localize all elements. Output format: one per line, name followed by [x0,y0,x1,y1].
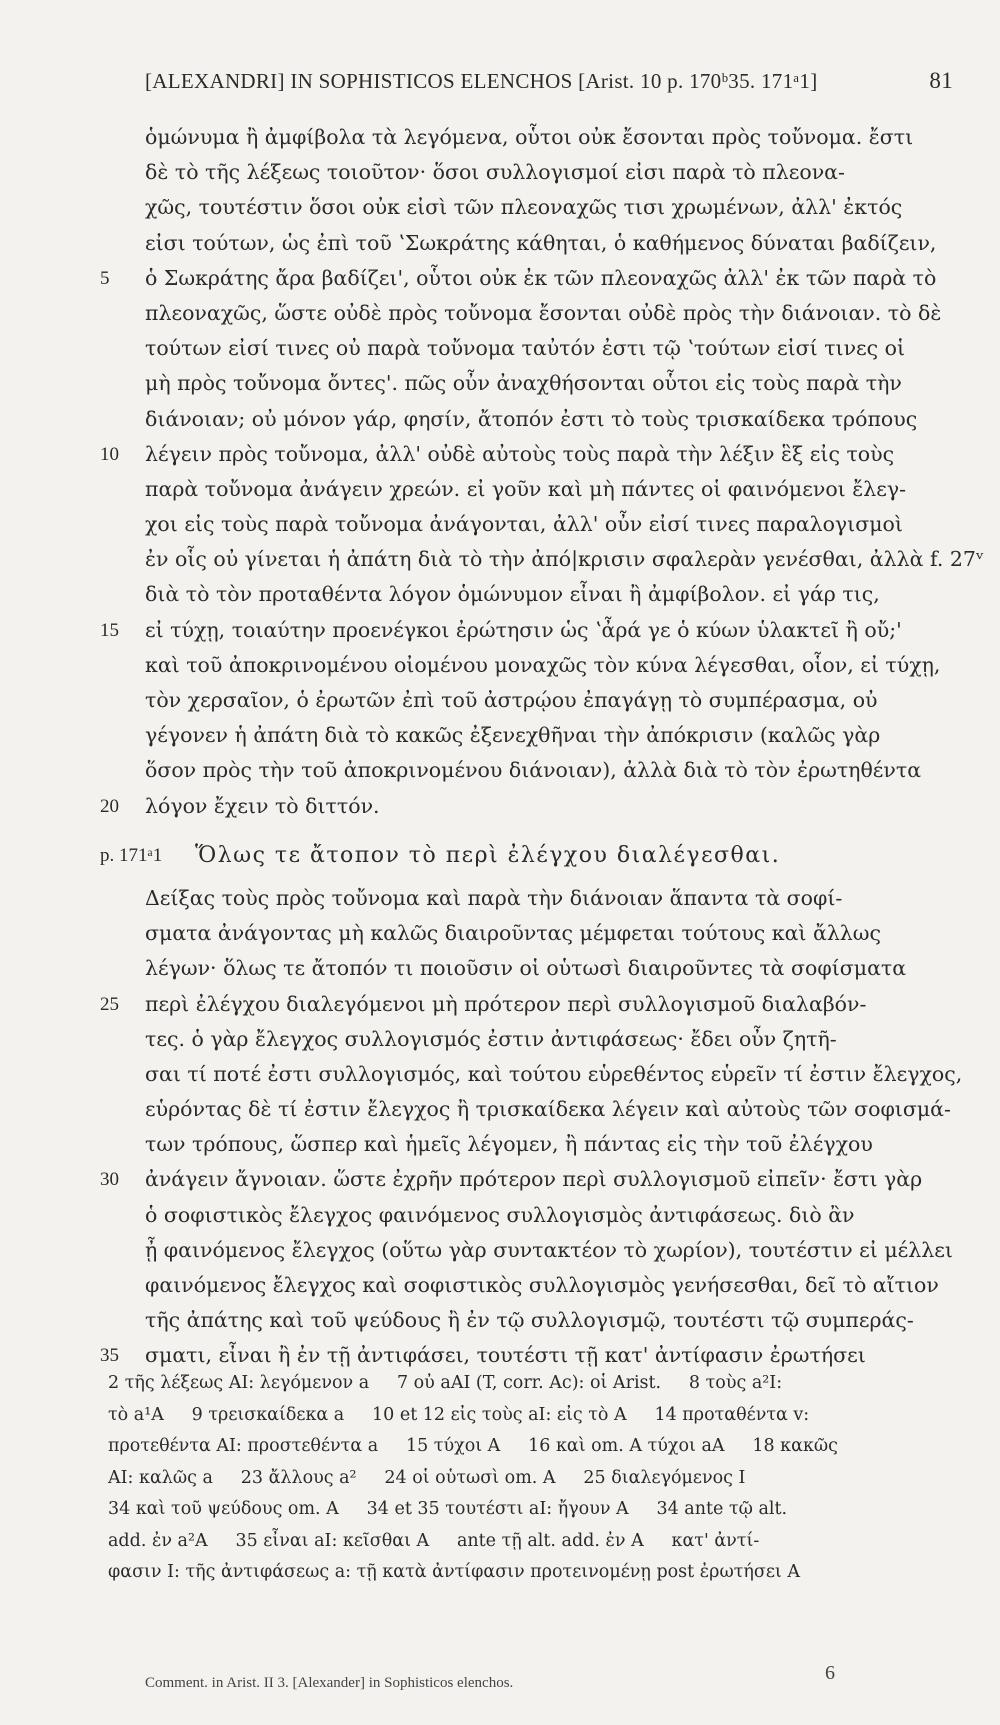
line-text: περὶ ἐλέγχου διαλεγόμενοι μὴ πρότερον περὶ συλλογισμοῦ διαλαβόν- [145,991,867,1016]
text-line [100,951,960,986]
text-line [100,1057,963,1092]
text-line [100,331,960,366]
lemma-text: Ὅλως τε ἄτοπον τὸ περὶ ἐλέγχου διαλέγεσθαι. [195,842,781,868]
line-text: φαινόμενος ἔλεγχος καὶ σοφιστικὸς συλλογισμὸς γενήσεσθαι, δεῖ τὸ αἴτιον [145,1273,939,1297]
apparatus-line: 34 καὶ τοῦ ψεύδους om. A 34 et 35 τουτέστι aI: ἤγουν A 34 ante τῷ alt. [108,1499,788,1519]
text-line [100,472,960,507]
text-block-1 [100,120,984,824]
line-number: 15 [100,619,119,641]
text-line [100,261,960,296]
apparatus-line: add. ἐν a²A 35 εἶναι aI: κεῖσθαι A ante τῇ alt. add. ἐν A κατ' ἀντί- [108,1530,760,1551]
line-text: λόγον ἔχειν τὸ διττόν. [145,793,380,818]
line-text: καὶ τοῦ ἀποκρινομένου οἰομένου μοναχῶς τὸν κύνα λέγεσθαι, οἷον, εἰ τύχῃ, [145,652,941,677]
text-line [100,613,960,648]
line-text: μὴ πρὸς τοὔνομα ὄντες'. πῶς οὖν ἀναχθήσονται οὗτοι εἰς τοὺς παρὰ τὴν [145,371,902,396]
line-text: ὁμώνυμα ἢ ἀμφίβολα τὰ λεγόμενα, οὗτοι οὐκ ἔσονται πρὸς τοὔνομα. ἔστι [145,125,914,149]
line-text: τῆς ἀπάτης καὶ τοῦ ψεύδους ἢ ἐν τῷ συλλογισμῷ, τουτέστι τῷ συμπεράς- [145,1308,914,1333]
line-text: χοι εἰς τοὺς παρὰ τοὔνομα ἀνάγονται, ἀλλ' οὖν εἰσί τινες παραλογισμοὶ [145,512,903,537]
line-text: τὸν χερσαῖον, ὁ ἐρωτῶν ἐπὶ τοῦ ἀστρῴου ἐπαγάγῃ τὸ συμπέρασμα, οὐ [145,688,878,712]
line-text: τούτων εἰσί τινες οὐ παρὰ τοὔνομα ταὐτόν ἐστι τῷ ʽτούτων εἰσί τινες οἱ [145,336,906,361]
text-line [100,437,960,472]
line-text: σματα ἀνάγοντας μὴ καλῶς διαιροῦντας μέμφεται τούτους καὶ ἄλλως [145,921,881,946]
text-line [100,507,960,542]
text-line [100,916,960,951]
lemma-reference: p. 171ᵃ1 [100,844,163,866]
line-text: ὅσον πρὸς τὴν τοῦ ἀποκρινομένου διάνοιαν), ἀλλὰ διὰ τὸ τὸν ἐρωτηθέντα [145,758,922,783]
line-text: πλεοναχῶς, ὥστε οὐδὲ πρὸς τοὔνομα ἔσονται οὐδὲ πρὸς τὴν διάνοιαν. τὸ δὲ [145,300,942,325]
line-text: διὰ τὸ τὸν προταθέντα λόγον ὁμώνυμον εἶναι ἢ ἀμφίβολον. εἰ γάρ τις, [145,582,880,607]
text-line [100,296,960,331]
line-text: τες. ὁ γὰρ ἔλεγχος συλλογισμός ἐστιν ἀντιφάσεως· ἔδει οὖν ζητῆ- [145,1026,837,1051]
line-text: σαι τί ποτέ ἐστι συλλογισμός, καὶ τούτου εὑρεθέντος εὑρεῖν τί ἐστιν ἔλεγχος, [145,1061,963,1086]
text-line [100,753,960,788]
text-line [100,683,960,718]
text-line [100,1303,960,1338]
line-text: παρὰ τοὔνομα ἀνάγειν χρεών. εἰ γοῦν καὶ μὴ πάντες οἱ φαινόμενοι ἔλεγ- [145,476,907,501]
line-text: λέγων· ὅλως τε ἄτοπόν τι ποιοῦσιν οἱ οὑτωσὶ διαιροῦντες τὰ σοφίσματα [145,956,907,981]
apparatus-line: τὸ a¹A 9 τρεισκαίδεκα a 10 et 12 εἰς τοὺς aI: εἰς τὸ A 14 προταθέντα v: [108,1404,810,1425]
line-text: ἀνάγειν ἄγνοιαν. ὥστε ἐχρῆν πρότερον περὶ συλλογισμοῦ εἰπεῖν· ἔστι γὰρ [145,1167,923,1192]
apparatus-line: 2 τῆς λέξεως AI: λεγόμενον a 7 οὐ aAI (T, corr. Ac): οἱ Arist. 8 τοὺς a²I: [108,1373,783,1393]
line-text: ᾖ φαινόμενος ἔλεγχος (οὕτω γὰρ συντακτέον τὸ χωρίον), τουτέστιν εἰ μέλλει [145,1237,953,1262]
line-text: Δείξας τοὺς πρὸς τοὔνομα καὶ παρὰ τὴν διάνοιαν ἅπαντα τὰ σοφί- [145,885,843,910]
running-title: [ALEXANDRI] IN SOPHISTICOS ELENCHOS [Arist. 10 p. 170ᵇ35. 171ᵃ1] [145,69,818,93]
text-line [100,120,960,155]
running-header [145,68,953,94]
text-line [100,1268,960,1303]
page-number: 81 [929,68,953,93]
line-text: διάνοιαν; οὐ μόνον γάρ, φησίν, ἄτοπόν ἐστι τὸ τοὺς τρισκαίδεκα τρόπους [145,406,918,431]
text-line [100,987,960,1022]
line-number: 10 [100,443,119,465]
apparatus-line: AI: καλῶς a 23 ἄλλους a² 24 οἱ οὑτωσὶ om. A 25 διαλεγόμενος I [108,1467,746,1488]
line-text: των τρόπους, ὥσπερ καὶ ἡμεῖς λέγομεν, ἢ πάντας εἰς τὴν τοῦ ἐλέγχου [145,1132,873,1157]
text-line [100,1198,960,1233]
page-footer [145,1662,835,1693]
line-text: χῶς, τουτέστιν ὅσοι οὐκ εἰσὶ τῶν πλεοναχῶς τισι χρωμένων, ἀλλ' ἐκτός [145,195,903,220]
line-text: γέγονεν ἡ ἀπάτη διὰ τὸ κακῶς ἐξενεχθῆναι τὴν ἀπόκρισιν (καλῶς γὰρ [145,723,881,748]
line-text: λέγειν πρὸς τοὔνομα, ἀλλ' οὐδὲ αὐτοὺς τοὺς παρὰ τὴν λέξιν ἓξ εἰς τοὺς [145,441,895,466]
text-line [100,402,960,437]
line-number: 25 [100,993,119,1015]
text-line [100,155,960,190]
text-line [100,648,960,683]
text-line [100,1162,960,1197]
line-number: 20 [100,795,119,817]
text-line [100,1092,960,1127]
lemma-heading [100,838,960,873]
apparatus-line: προτεθέντα AI: προστεθέντα a 15 τύχοι A 16 καὶ om. A τύχοι aA 18 κακῶς [108,1436,838,1456]
line-number: 5 [100,267,110,289]
line-text: ὁ Σωκράτης ἄρα βαδίζει', οὗτοι οὐκ ἐκ τῶν πλεοναχῶς ἀλλ' ἐκ τῶν παρὰ τὸ [145,265,937,290]
line-text: εἰσι τούτων, ὡς ἐπὶ τοῦ ʽΣωκράτης κάθηται, ὁ καθήμενος δύναται βαδίζειν, [145,230,937,255]
line-text: εἰ τύχῃ, τοιαύτην προενέγκοι ἐρώτησιν ὡς ʽἆρά γε ὁ κύων ὑλακτεῖ ἢ οὔ;' [145,617,902,642]
text-line [100,190,960,225]
text-line [100,1022,960,1057]
text-line [100,542,984,577]
line-text: δὲ τὸ τῆς λέξεως τοιοῦτον· ὅσοι συλλογισμοί εἰσι παρὰ τὸ πλεονα- [145,160,845,185]
text-line [100,577,960,612]
text-line [100,789,960,824]
main-text [100,120,984,1374]
line-number: 30 [100,1169,119,1191]
line-text: ἐν οἷς οὐ γίνεται ἡ ἀπάτη διὰ τὸ τὴν ἀπό|κρισιν σφαλερὰν γενέσθαι, ἀλλὰ f. 27ᵛ [145,547,984,572]
text-line [100,1127,960,1162]
text-line [100,718,960,753]
footer-imprint: Comment. in Arist. II 3. [Alexander] in Sophisticos elenchos. [145,1675,514,1691]
signature-mark: 6 [825,1662,835,1684]
text-line [100,1233,960,1268]
line-number: 35 [100,1345,119,1367]
apparatus-line: φασιν I: τῆς ἀντιφάσεως a: τῇ κατὰ ἀντίφασιν προτεινομένῃ post ἐρωτήσει A [108,1562,800,1582]
text-line [100,226,960,261]
text-block-2 [100,881,963,1374]
critical-apparatus [100,1368,960,1589]
line-text: ὁ σοφιστικὸς ἔλεγχος φαινόμενος συλλογισμὸς ἀντιφάσεως. διὸ ἂν [145,1202,855,1227]
text-line [100,881,960,916]
line-text: σματι, εἶναι ἢ ἐν τῇ ἀντιφάσει, τουτέστι τῇ κατ' ἀντίφασιν ἐρωτήσει [145,1343,866,1368]
line-text: εὑρόντας δὲ τί ἐστιν ἔλεγχος ἢ τρισκαίδεκα λέγειν καὶ αὐτοὺς τῶν σοφισμά- [145,1097,951,1122]
text-line [100,366,960,401]
